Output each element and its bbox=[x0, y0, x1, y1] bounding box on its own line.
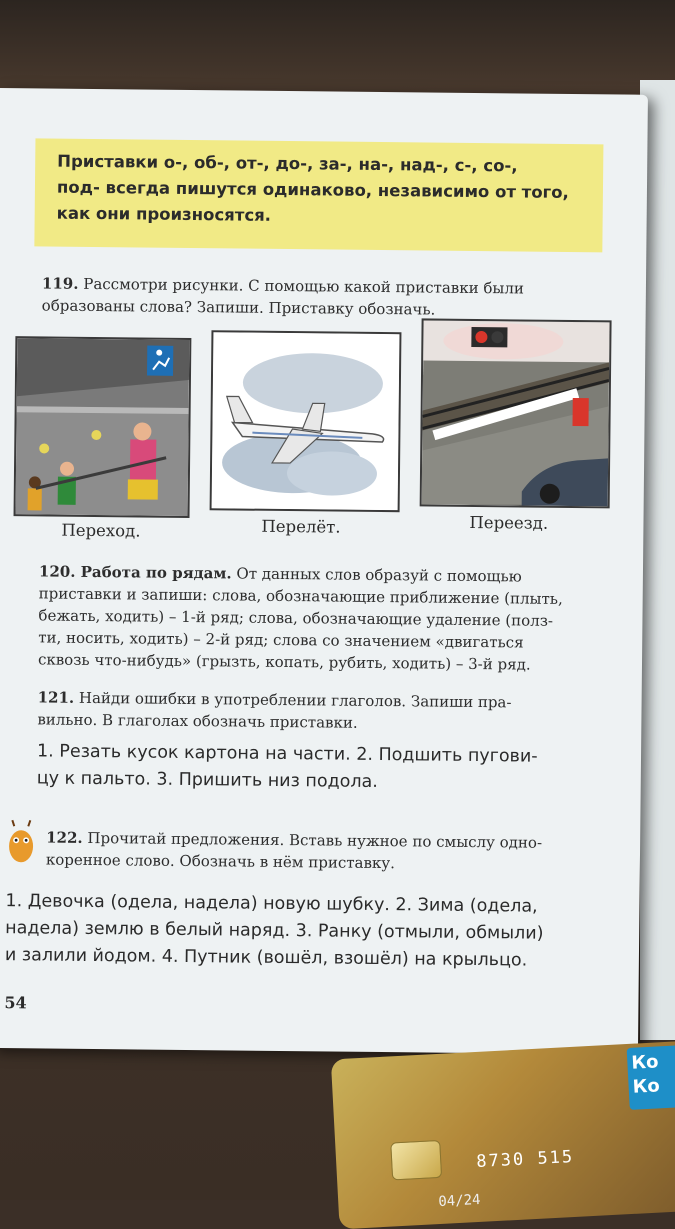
exercise-120-line-5: сквозь что-нибудь» (грызть, копать, рубить, ходить) – 3-й ряд. bbox=[37, 650, 531, 674]
exercise-119 bbox=[42, 272, 622, 322]
exercise-121-line-2: вильно. В глаголах обозначь приставки. bbox=[37, 710, 358, 732]
plane-illustration bbox=[212, 332, 400, 510]
exercise-119-line-2: образованы слова? Запиши. Приставку обозначь. bbox=[41, 296, 436, 319]
exercise-121-sentences bbox=[37, 738, 628, 798]
exercise-121-number: 121. bbox=[37, 688, 75, 707]
exercise-120-line-1: От данных слов образуй с помощью bbox=[236, 564, 522, 586]
card-logo: Ко Ко bbox=[627, 1045, 675, 1110]
crossing-illustration bbox=[16, 338, 190, 516]
exercise-121 bbox=[37, 686, 617, 736]
exercise-121-sentence-2: цу к пальто. 3. Пришить низ подола. bbox=[36, 768, 378, 792]
rule-box bbox=[34, 138, 603, 252]
exercise-122-line-2: коренное слово. Обозначь в нём приставку. bbox=[45, 850, 396, 873]
exercise-122-sentence-3: и залили йодом. 4. Путник (вошёл, взошёл) на крыльцо. bbox=[4, 945, 528, 971]
exercise-121-sentence-1: 1. Резать кусок картона на части. 2. Подшить пугови- bbox=[36, 741, 538, 767]
exercise-119-line-1: Рассмотри рисунки. С помощью какой приставки были bbox=[83, 274, 525, 298]
railway-illustration bbox=[422, 320, 610, 506]
exercise-122 bbox=[46, 827, 616, 877]
exercise-122-sentence-2: надела) землю в белый наряд. 3. Ранку (отмыли, обмыли) bbox=[5, 918, 544, 944]
exercise-119-number: 119. bbox=[41, 274, 79, 293]
exercise-122-number: 122. bbox=[46, 828, 83, 847]
page-number: 54 bbox=[4, 993, 27, 1013]
rule-line-1: Приставки о-, об-, от-, до-, за-, на-, над-, с-, со-, bbox=[57, 151, 518, 176]
picture-level-crossing bbox=[420, 318, 612, 508]
caption-level-crossing: Переезд. bbox=[469, 512, 549, 533]
exercise-120-line-2: приставки и запиши: слова, обозначающие приближение (плыть, bbox=[38, 584, 563, 608]
exercise-122-line-1: Прочитай предложения. Вставь нужное по смыслу одно- bbox=[87, 828, 543, 852]
rule-line-3: как они произносятся. bbox=[56, 203, 272, 225]
rule-line-2: под- всегда пишутся одинаково, независимо от того, bbox=[56, 177, 569, 202]
exercise-120-line-4: ти, носить, ходить) – 2-й ряд; слова со значением «двигаться bbox=[38, 628, 524, 652]
mascot-icon bbox=[4, 818, 39, 866]
exercise-120-line-3: бежать, ходить) – 1-й ряд; слова, обозначающие удаление (полз- bbox=[38, 606, 554, 630]
exercise-122-sentences bbox=[5, 888, 626, 975]
picture-flight bbox=[210, 330, 402, 512]
caption-flight: Перелёт. bbox=[261, 516, 341, 537]
card-date: 04/24 bbox=[437, 1191, 481, 1211]
caption-crossing: Переход. bbox=[61, 520, 141, 541]
exercise-120 bbox=[38, 560, 619, 676]
exercise-122-sentence-1: 1. Девочка (одела, надела) новую шубку. 2. Зима (одела, bbox=[5, 891, 538, 917]
picture-crossing bbox=[14, 336, 192, 518]
exercise-120-heading: 120. Работа по рядам. bbox=[38, 562, 232, 583]
card-chip-icon bbox=[390, 1140, 442, 1181]
exercise-121-line-1: Найди ошибки в употреблении глаголов. Запиши пра- bbox=[78, 688, 512, 712]
card-number: 8730 515 bbox=[475, 1146, 575, 1173]
bank-card bbox=[331, 1041, 675, 1229]
textbook-page bbox=[0, 88, 648, 1055]
